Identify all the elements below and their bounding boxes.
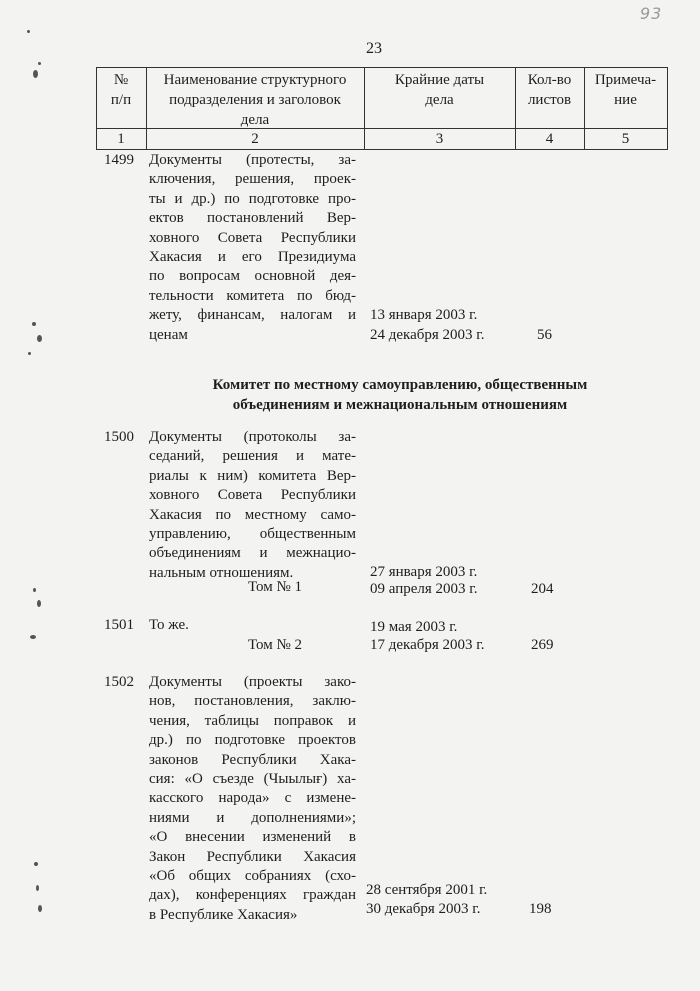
header-col-sheets: Кол-во листов — [527, 72, 572, 108]
entry-sheets: 198 — [529, 901, 552, 917]
entry-date-start: 13 января 2003 г. — [370, 307, 478, 323]
entry-number: 1499 — [104, 152, 134, 168]
page-number: 23 — [366, 40, 382, 57]
entry-title: Документы (протоколы за- седаний, решения и мате- риалы к ним) комитета Вер- ховного Совета Республики Хакасия по местному само- управлению, общественным объединениям и межнацио- нальным отношениям. — [149, 429, 356, 581]
column-number-5: 5 — [621, 131, 630, 147]
column-number-4: 4 — [545, 131, 554, 147]
entry-sheets: 56 — [537, 327, 552, 343]
entry-number: 1502 — [104, 674, 134, 690]
entry-title: Документы (протесты, за- ключения, решения, проек- ты и др.) по подготовке про- ектов постановлений Вер- ховного Совета Республики Хакасия и его Президиума по вопросам основной дея- тельности комитета по бюд- жету, финансам, налогам и ценам — [149, 152, 356, 343]
handwritten-sheet-number: 93 — [640, 4, 663, 23]
entry-title: Документы (проекты зако- нов, постановления, заклю- чения, таблицы поправок и др.) по подготовке проектов законов Республики Хака- сия: «О съезде (Чыылығ) ха- касского народа» с измене- ниями и дополнениями»; «О внесении изменений в Закон Республики Хакасия «Об общих собраниях (схо- дах), конференциях граждан в Республике Хакасия» — [149, 674, 356, 923]
column-number-2: 2 — [251, 131, 259, 147]
column-number-1: 1 — [117, 131, 125, 147]
entry-number: 1500 — [104, 429, 134, 445]
entry-date-start: 19 мая 2003 г. — [370, 619, 458, 635]
entry-volume: Том № 2 — [248, 637, 303, 653]
section-heading: Комитет по местному самоуправлению, общественным объединениям и межнациональным отношениям — [212, 377, 588, 413]
entry-date-end: 17 декабря 2003 г. — [370, 637, 485, 653]
entry-number: 1501 — [104, 617, 134, 633]
entry-date-end: 24 декабря 2003 г. — [370, 327, 485, 343]
entry-volume: Том № 1 — [248, 579, 303, 595]
entry-date-end: 09 апреля 2003 г. — [370, 581, 478, 597]
header-col-notes: Примеча- ние — [594, 72, 657, 108]
header-col-number: № п/п — [110, 72, 132, 108]
entry-title: То же. — [149, 617, 189, 633]
column-number-3: 3 — [435, 131, 444, 147]
entry-date-start: 27 января 2003 г. — [370, 564, 478, 580]
header-col-title: Наименование структурного подразделения и заголовок дела — [163, 72, 347, 128]
entry-sheets: 269 — [531, 637, 554, 653]
entry-date-end: 30 декабря 2003 г. — [366, 901, 481, 917]
entry-sheets: 204 — [531, 581, 554, 597]
entry-date-start: 28 сентября 2001 г. — [366, 882, 488, 898]
header-col-dates: Крайние даты дела — [394, 72, 485, 108]
